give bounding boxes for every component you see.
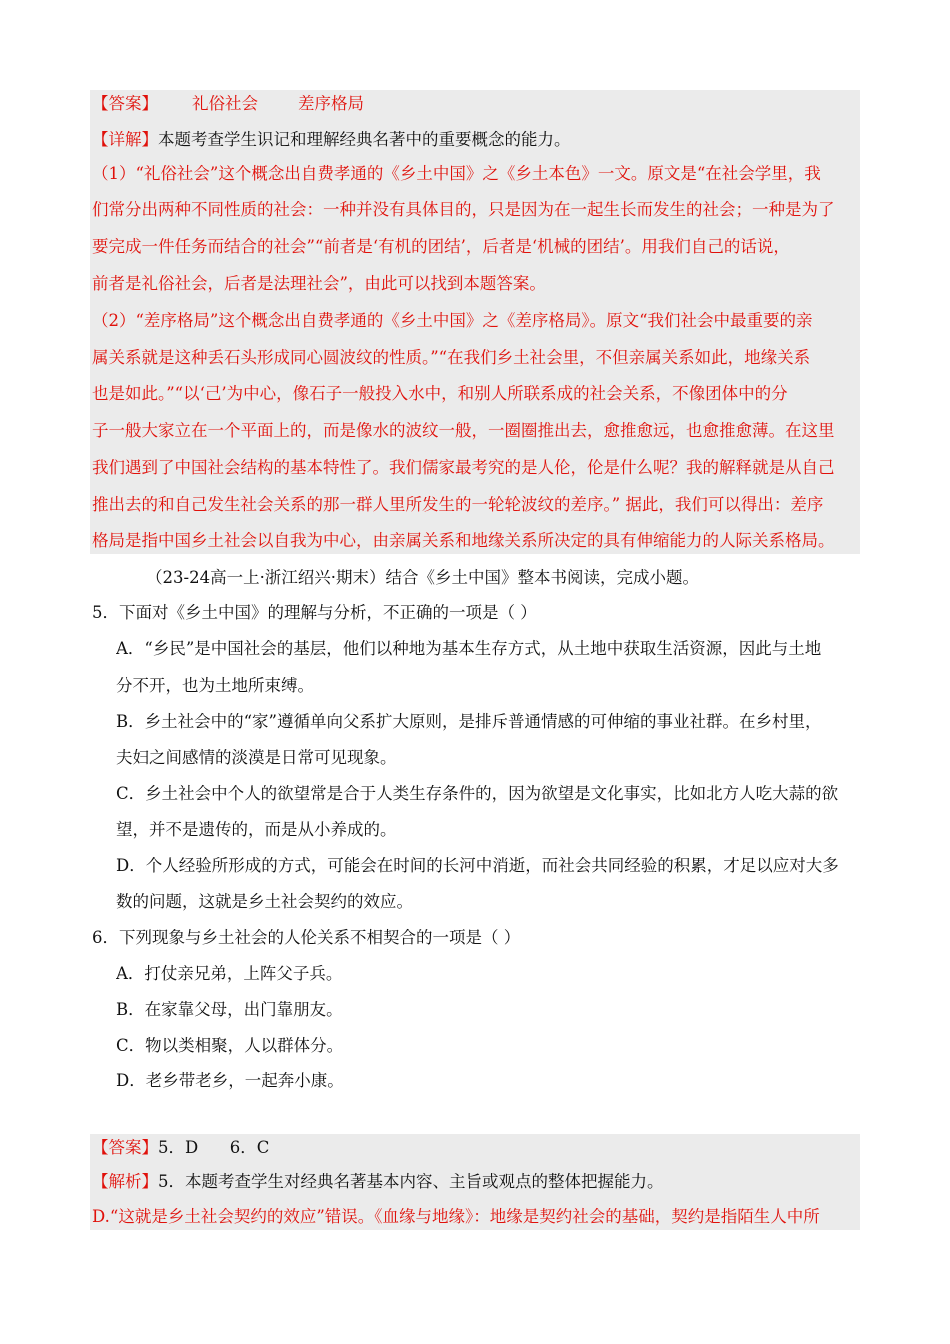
detail-tag: 【详解】: [92, 130, 158, 149]
answer-line: [92, 92, 858, 116]
question-6-option-a: A．打仗亲兄弟，上阵父子兵。: [116, 964, 343, 983]
detail-text-line: （2）“差序格局”这个概念出自费孝通的《乡土中国》之《差序格局》。原文“我们社会中最重要的亲: [92, 311, 813, 330]
question-5-option-a-cont: 分不开，也为土地所束缚。: [116, 676, 314, 695]
question-6-stem: 6．下列现象与乡土社会的人伦关系不相契合的一项是（ ）: [92, 928, 521, 947]
question-6-option-c: C．物以类相聚，人以群体分。: [116, 1036, 344, 1055]
question-5-option-d: D．个人经验所形成的方式，可能会在时间的长河中消逝，而社会共同经验的积累，才足以应对大多: [116, 856, 839, 875]
question-5-option-d-cont: 数的问题，这就是乡土社会契约的效应。: [116, 892, 413, 911]
detail-text-line: 要完成一件任务而结合的社会”“前者是‘有机的团结’，后者是‘机械的团结’。用我们自己的话说，: [92, 237, 790, 256]
detail-text-line: （1）“礼俗社会”这个概念出自费孝通的《乡土中国》之《乡土本色》一文。原文是“在社会学里，我: [92, 164, 821, 183]
answer-1: 礼俗社会: [192, 94, 258, 113]
detail-text-line: 也是如此。”“以‘己’为中心，像石子一般投入水中，和别人所联系成的社会关系，不像团体中的分: [92, 384, 788, 403]
detail-line: [92, 128, 858, 152]
question-5-option-c: C．乡土社会中个人的欲望常是合于人类生存条件的，因为欲望是文化事实，比如北方人吃大蒜的欲: [116, 784, 839, 803]
question-source: （23-24高一上·浙江绍兴·期末）结合《乡土中国》整本书阅读，完成小题。: [146, 568, 700, 587]
question-5-option-a: A．“乡民”是中国社会的基层，他们以种地为基本生存方式，从土地中获取生活资源，因此与土地: [116, 639, 822, 658]
question-5-stem: 5．下面对《乡土中国》的理解与分析，不正确的一项是（ ）: [92, 603, 537, 622]
detail-text-line: 子一般大家立在一个平面上的，而是像水的波纹一般，一圈圈推出去，愈推愈远，也愈推愈薄。在这里: [92, 421, 835, 440]
answer-2: 差序格局: [298, 94, 364, 113]
detail-text-line: 格局是指中国乡土社会以自我为中心，由亲属关系和地缘关系所决定的具有伸缩能力的人际关系格局。: [92, 531, 835, 550]
question-5-option-b: B．乡土社会中的“家”遵循单向父系扩大原则，是排斥普通情感的可伸缩的事业社群。在乡村里，: [116, 712, 822, 731]
detail-text-line: 们常分出两种不同性质的社会：一种并没有具体目的，只是因为在一起生长而发生的社会；一种是为了: [92, 200, 835, 219]
question-6-option-d: D．老乡带老乡，一起奔小康。: [116, 1071, 344, 1090]
question-6-option-b: B．在家靠父母，出门靠朋友。: [116, 1000, 343, 1019]
answer-tag-2: 【答案】: [92, 1138, 158, 1157]
detail-intro: 本题考查学生识记和理解经典名著中的重要概念的能力。: [158, 130, 571, 149]
question-5-option-b-cont: 夫妇之间感情的淡漠是日常可见现象。: [116, 748, 397, 767]
answer-line-2: [92, 1136, 858, 1160]
analysis-line: [92, 1170, 858, 1194]
analysis-detail-line: D.“这就是乡土社会契约的效应”错误。《血缘与地缘》：地缘是契约社会的基础，契约是指陌生人中所: [92, 1207, 820, 1226]
analysis-tag: 【解析】: [92, 1172, 158, 1191]
detail-text-line: 我们遇到了中国社会结构的基本特性了。我们儒家最考究的是人伦，伦是什么呢？我的解释就是从自己: [92, 458, 835, 477]
detail-text-line: 属关系就是这种丢石头形成同心圆波纹的性质。”“在我们乡土社会里，不但亲属关系如此，地缘关系: [92, 348, 811, 367]
question-5-option-c-cont: 望，并不是遗传的，而是从小养成的。: [116, 820, 397, 839]
detail-text-line: 推出去的和自己发生社会关系的那一群人里所发生的一轮轮波纹的差序。” 据此，我们可以得出：差序: [92, 495, 824, 514]
analysis-text: 5．本题考查学生对经典名著基本内容、主旨或观点的整体把握能力。: [158, 1172, 664, 1191]
detail-text-line: 前者是礼俗社会，后者是法理社会”，由此可以找到本题答案。: [92, 274, 546, 293]
answer-text-2: 5．D 6．C: [158, 1138, 270, 1157]
answer-tag: 【答案】: [92, 94, 158, 113]
